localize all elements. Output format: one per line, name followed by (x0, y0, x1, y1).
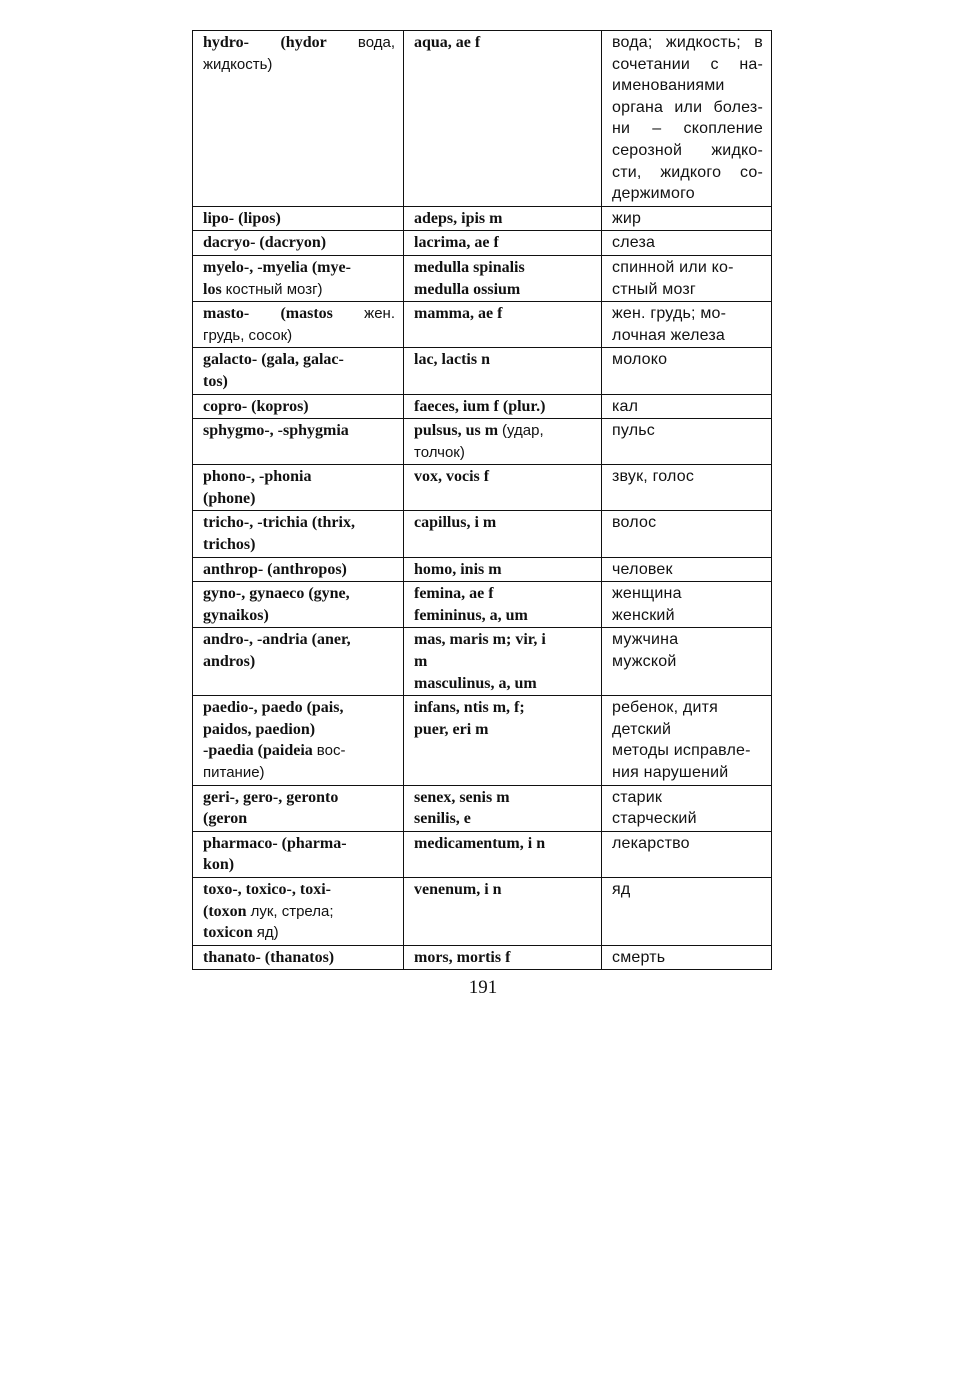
greek-term-cell (193, 255, 404, 301)
latin-text: pulsus, us m (414, 422, 503, 440)
greek-term-line (203, 605, 395, 627)
latin-line: medicamentum, i n (414, 834, 546, 852)
table-row (193, 255, 772, 301)
russian-meaning-cell (602, 419, 772, 465)
greek-term-cell (193, 206, 404, 231)
gloss-text: яд) (256, 924, 279, 942)
gloss-text: вос- (316, 742, 346, 760)
latin-line: m (414, 653, 428, 671)
greek-term-line (203, 947, 395, 969)
latin-equivalent-cell (404, 348, 602, 394)
greek-term-line (203, 371, 395, 393)
meaning-line: ни – скопление (612, 120, 763, 138)
greek-term-line (203, 854, 395, 876)
greek-term-cell (193, 302, 404, 348)
terms-table-body (193, 31, 772, 970)
latin-line (414, 420, 593, 442)
meaning-line: ребенок, дитя (612, 699, 718, 717)
russian-meaning-cell (602, 831, 772, 877)
meaning-line: молоко (612, 351, 668, 369)
greek-term-cell (193, 696, 404, 785)
gloss-text: грудь, сосок) (203, 326, 293, 344)
greek-term-line (203, 325, 395, 347)
greek-term-text: toxicon (203, 924, 257, 942)
greek-term-line (203, 740, 395, 762)
latin-equivalent-cell (404, 628, 602, 696)
gloss-text: жен. (364, 305, 395, 323)
greek-term-cell (193, 877, 404, 945)
gloss-text: толчок) (414, 443, 465, 461)
greek-term-cell (193, 785, 404, 831)
greek-term-line (203, 833, 395, 855)
meaning-line: мужчина (612, 631, 679, 649)
latin-line: senilis, e (414, 810, 471, 828)
table-row (193, 877, 772, 945)
meaning-line: смерть (612, 948, 666, 966)
russian-meaning-cell (602, 557, 772, 582)
greek-term-line (203, 787, 395, 809)
greek-term-cell (193, 348, 404, 394)
latin-equivalent-cell (404, 785, 602, 831)
table-row (193, 628, 772, 696)
russian-meaning-cell (602, 31, 772, 207)
russian-meaning-cell (602, 877, 772, 945)
greek-term-text: myelo-, -myelia (mye- (203, 258, 351, 276)
latin-line: aqua, ae f (414, 34, 481, 51)
latin-line: medulla spinalis (414, 258, 525, 276)
latin-equivalent-cell (404, 394, 602, 419)
greek-term-text: (geron (203, 810, 248, 828)
greek-term-line (203, 534, 395, 556)
latin-equivalent-cell (404, 877, 602, 945)
meaning-line: жен. грудь; мо- (612, 305, 727, 323)
latin-line: femina, ae f (414, 585, 494, 603)
greek-term-line (203, 512, 395, 534)
greek-term-text: geri-, gero-, geronto (203, 788, 339, 806)
table-row (193, 582, 772, 628)
greek-term-text: anthrop- (anthropos) (203, 560, 347, 578)
russian-meaning-cell (602, 696, 772, 785)
latin-equivalent-cell (404, 206, 602, 231)
greek-term-cell (193, 831, 404, 877)
greek-term-text: masto- (mastos (203, 305, 365, 323)
gloss-text: жидкость) (203, 55, 273, 73)
meaning-line: старик (612, 788, 663, 806)
greek-term-text: (phone) (203, 489, 256, 507)
latin-line: infans, ntis m, f; (414, 699, 525, 717)
greek-term-text: (toxon (203, 902, 251, 920)
latin-line: capillus, i m (414, 514, 497, 532)
greek-term-text: galacto- (gala, galac- (203, 351, 344, 369)
greek-term-text: paedio-, paedo (pais, (203, 699, 344, 717)
greek-term-line (203, 257, 395, 279)
meaning-line: человек (612, 560, 673, 578)
greek-term-text: tos) (203, 372, 228, 390)
greek-term-text: gynaikos) (203, 606, 269, 624)
greek-term-cell (193, 945, 404, 970)
greek-term-text: gyno-, gynaeco (gyne, (203, 585, 350, 603)
greek-term-text: thanato- (thanatos) (203, 948, 335, 966)
greek-term-line (203, 349, 395, 371)
meaning-line: спинной или ко- (612, 258, 734, 276)
latin-equivalent-cell (404, 302, 602, 348)
latin-line: medulla ossium (414, 280, 521, 298)
greek-term-line (203, 583, 395, 605)
russian-meaning-cell (602, 945, 772, 970)
greek-term-cell (193, 231, 404, 256)
latin-line: masculinus, a, um (414, 674, 537, 692)
meaning-line: сти, жидкого со- (612, 163, 763, 181)
latin-line: vox, vocis f (414, 468, 490, 486)
meaning-line: органа или болез- (612, 98, 763, 116)
greek-term-text: pharmaco- (pharma- (203, 834, 347, 852)
latin-line: faeces, ium f (plur.) (414, 397, 546, 415)
table-row (193, 419, 772, 465)
greek-term-text: tricho-, -trichia (thrix, (203, 514, 355, 532)
table-row (193, 696, 772, 785)
meaning-line: ния нарушений (612, 764, 729, 781)
meaning-line: сочетании с на- (612, 55, 763, 73)
greek-term-cell (193, 394, 404, 419)
latin-line (414, 442, 593, 464)
latin-equivalent-cell (404, 945, 602, 970)
meaning-line: стный мозг (612, 280, 696, 298)
greek-term-text: toxo-, toxico-, toxi- (203, 880, 331, 898)
latin-line: mamma, ae f (414, 305, 503, 323)
latin-line: homo, inis m (414, 560, 502, 578)
latin-line: femininus, a, um (414, 606, 528, 624)
latin-line: lacrima, ae f (414, 234, 499, 252)
greek-term-text: andro-, -andria (aner, (203, 631, 351, 649)
latin-equivalent-cell (404, 696, 602, 785)
meaning-line: мужской (612, 653, 677, 671)
greek-term-text: trichos) (203, 536, 256, 554)
latin-equivalent-cell (404, 465, 602, 511)
meaning-line: держимого (612, 185, 695, 203)
latin-equivalent-cell (404, 231, 602, 256)
greek-term-text: kon) (203, 856, 235, 874)
gloss-text: (удар, (502, 422, 544, 440)
greek-term-line (203, 303, 395, 325)
greek-term-text: paidos, paedion) (203, 720, 316, 738)
latin-equivalent-cell (404, 831, 602, 877)
russian-meaning-cell (602, 206, 772, 231)
russian-meaning-cell (602, 302, 772, 348)
table-row (193, 511, 772, 557)
gloss-text: лук, стрела; (250, 902, 334, 920)
latin-line: adeps, ipis m (414, 209, 503, 227)
gloss-text: вода, (357, 34, 395, 51)
gloss-text: питание) (203, 764, 265, 781)
greek-term-line (203, 629, 395, 651)
terms-table (192, 30, 772, 970)
greek-term-text: andros) (203, 653, 256, 671)
latin-line: senex, senis m (414, 788, 510, 806)
greek-term-line (203, 808, 395, 830)
greek-term-text: copro- (kopros) (203, 397, 309, 415)
latin-line: venenum, i n (414, 880, 502, 898)
latin-line: mas, maris m; vir, i (414, 631, 546, 649)
russian-meaning-cell (602, 231, 772, 256)
russian-meaning-cell (602, 628, 772, 696)
greek-term-line (203, 922, 395, 944)
meaning-line: женщина (612, 585, 682, 603)
greek-term-line (203, 559, 395, 581)
greek-term-cell (193, 557, 404, 582)
meaning-line: яд (612, 880, 631, 898)
latin-equivalent-cell (404, 511, 602, 557)
meaning-line: серозной жидко- (612, 141, 763, 159)
russian-meaning-cell (602, 394, 772, 419)
table-row (193, 231, 772, 256)
latin-equivalent-cell (404, 582, 602, 628)
table-row (193, 394, 772, 419)
page-number: 191 (468, 977, 498, 998)
greek-term-line (203, 719, 395, 741)
greek-term-line (203, 279, 395, 301)
russian-meaning-cell (602, 348, 772, 394)
greek-term-text: hydro- (hydor (203, 34, 358, 51)
greek-term-cell (193, 628, 404, 696)
meaning-line: лекарство (612, 834, 690, 852)
meaning-line: волос (612, 514, 657, 532)
greek-term-line (203, 54, 395, 76)
greek-term-cell (193, 465, 404, 511)
greek-term-text: sphygmo-, -sphygmia (203, 422, 349, 440)
meaning-line: лочная железа (612, 326, 726, 344)
table-row (193, 31, 772, 207)
greek-term-line (203, 651, 395, 673)
meaning-line: женский (612, 606, 675, 624)
table-row (193, 302, 772, 348)
meaning-line: кал (612, 397, 639, 415)
greek-term-line (203, 420, 395, 442)
meaning-line: жир (612, 209, 642, 227)
greek-term-cell (193, 419, 404, 465)
meaning-line: именованиями (612, 77, 725, 95)
greek-term-line (203, 232, 395, 254)
meaning-line: слеза (612, 234, 656, 252)
table-row (193, 785, 772, 831)
table-row (193, 557, 772, 582)
greek-term-line (203, 762, 395, 784)
table-row (193, 945, 772, 970)
table-row (193, 465, 772, 511)
table-row (193, 206, 772, 231)
greek-term-cell (193, 582, 404, 628)
meaning-line: методы исправле- (612, 742, 751, 760)
latin-equivalent-cell (404, 419, 602, 465)
russian-meaning-cell (602, 582, 772, 628)
russian-meaning-cell (602, 785, 772, 831)
greek-term-text: -paedia (paideia (203, 742, 317, 760)
latin-line: mors, mortis f (414, 948, 511, 966)
russian-meaning-cell (602, 255, 772, 301)
greek-term-line (203, 396, 395, 418)
greek-term-line (203, 697, 395, 719)
gloss-text: костный мозг) (225, 280, 323, 298)
russian-meaning-cell (602, 465, 772, 511)
meaning-line: старческий (612, 810, 697, 828)
latin-equivalent-cell (404, 31, 602, 207)
greek-term-text: phono-, -phonia (203, 468, 312, 486)
latin-equivalent-cell (404, 557, 602, 582)
latin-equivalent-cell (404, 255, 602, 301)
greek-term-line (203, 901, 395, 923)
greek-term-text: los (203, 280, 226, 298)
greek-term-text: dacryo- (dacryon) (203, 234, 327, 252)
greek-term-line (203, 466, 395, 488)
greek-term-line (203, 208, 395, 230)
greek-term-line (203, 879, 395, 901)
table-row (193, 831, 772, 877)
greek-term-line (203, 32, 395, 54)
greek-term-text: lipo- (lipos) (203, 209, 281, 227)
greek-term-cell (193, 31, 404, 207)
meaning-line: пульс (612, 422, 655, 440)
greek-term-line (203, 488, 395, 510)
latin-line: puer, eri m (414, 720, 489, 738)
russian-meaning-cell (602, 511, 772, 557)
meaning-line: звук, голос (612, 468, 695, 486)
latin-line: lac, lactis n (414, 351, 490, 369)
table-row (193, 348, 772, 394)
meaning-line: вода; жидкость; в (612, 34, 763, 51)
greek-term-cell (193, 511, 404, 557)
meaning-line: детский (612, 720, 672, 738)
